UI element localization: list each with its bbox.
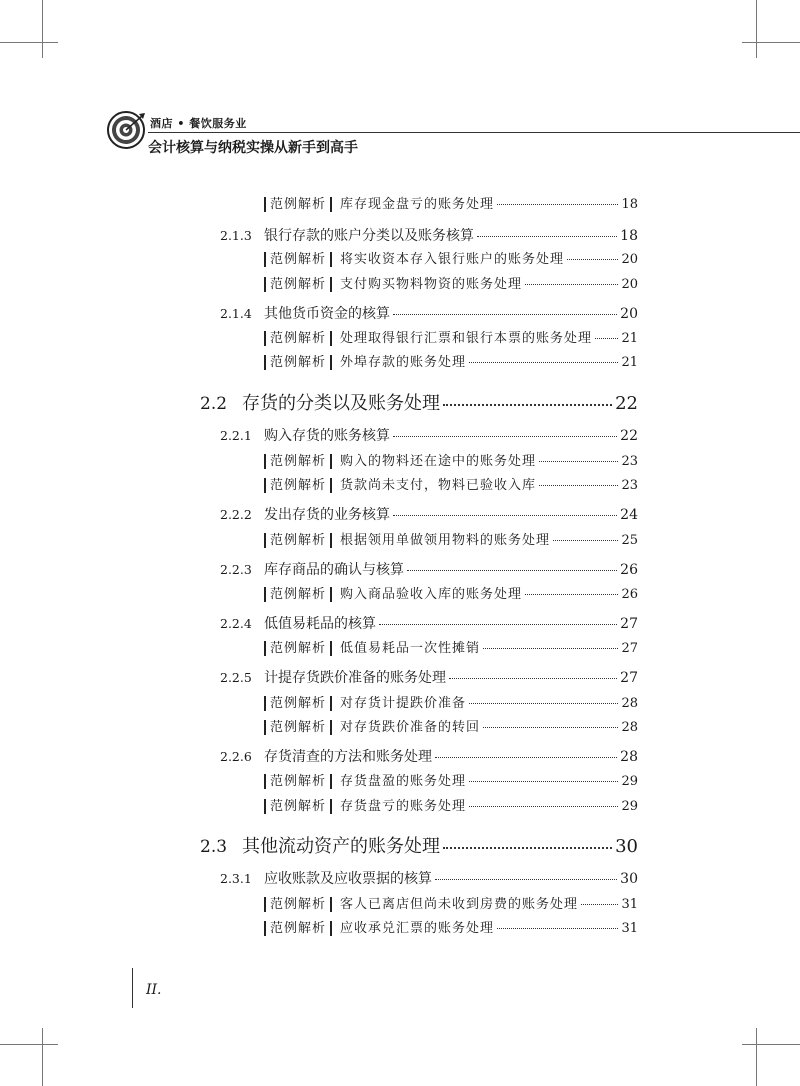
toc-entry-title: 存货的分类以及账务处理 [242,393,440,414]
toc-entry-number: 2.2.6 [220,749,252,764]
dot-leader [567,259,618,260]
dot-leader [435,757,617,758]
toc-example-entry[interactable] [264,474,638,496]
dot-leader [595,338,618,339]
dot-leader [539,461,618,462]
toc-entry-title: 低值易耗品的核算 [264,616,376,632]
dot-leader [469,806,618,807]
dot-leader [497,204,618,205]
toc-page-number: 29 [621,774,638,789]
toc-page-number: 27 [621,641,638,656]
toc-entry-title: 其他流动资产的账务处理 [242,836,440,857]
toc-subsection-entry[interactable] [220,613,638,635]
crop-mark [42,0,43,58]
toc-entry-number: 2.1.3 [220,228,252,243]
target-logo-icon [106,110,146,150]
toc-entry-number: 2.2.3 [220,562,252,577]
crop-mark [42,1028,43,1086]
toc-entry-number: 2.1.4 [220,306,252,321]
toc-page-number: 26 [620,562,638,578]
toc-example-entry[interactable] [264,450,638,472]
dot-leader [483,648,618,649]
dot-leader [393,314,617,315]
toc-subsection-entry[interactable] [220,225,638,247]
toc-entry-title: 将实收资本存入银行账户的账务处理 [340,252,565,267]
toc-entry-number: 2.2 [200,394,228,414]
toc-page-number: 28 [621,720,638,735]
dot-leader [443,404,612,406]
toc-entry-title: 银行存款的账户分类以及账务核算 [264,228,474,244]
toc-example-entry[interactable] [264,327,638,349]
example-tag: 范例解析 [264,720,332,735]
series-title: 酒店 • 餐饮服务业 [150,117,247,130]
toc-entry-title: 货款尚未支付，物料已验收入库 [340,478,537,493]
book-title: 会计核算与纳税实操从新手到高手 [148,140,358,156]
toc-entry-title: 库存商品的确认与核算 [264,562,404,578]
dot-leader [393,515,617,516]
crop-mark [0,42,58,43]
example-tag: 范例解析 [264,696,332,711]
toc-entry-number: 2.2.4 [220,616,252,631]
toc-example-entry[interactable] [264,193,638,215]
toc-example-entry[interactable] [264,795,638,817]
toc-entry-title: 对存货计提跌价准备 [340,696,467,711]
dot-leader [497,928,618,929]
toc-entry-title: 购入的物料还在途中的账务处理 [340,454,537,469]
toc-example-entry[interactable] [264,917,638,939]
toc-page-number: 26 [621,587,638,602]
toc-entry-title: 根据领用单做领用物料的账务处理 [340,533,551,548]
toc-page-number: 22 [615,393,638,414]
toc-page-number: 23 [621,454,638,469]
example-tag: 范例解析 [264,478,332,493]
toc-example-entry[interactable] [264,716,638,738]
dot-leader [477,236,617,237]
toc-example-entry[interactable] [264,583,638,605]
toc-page-number: 24 [620,507,638,523]
toc-entry-title: 对存货跌价准备的转回 [340,720,481,735]
example-tag: 范例解析 [264,897,332,912]
toc-page-number: 18 [621,197,638,212]
toc-example-entry[interactable] [264,529,638,551]
dot-leader [581,904,618,905]
toc-page-number: 21 [621,355,638,370]
toc-subsection-entry[interactable] [220,559,638,581]
example-tag: 范例解析 [264,355,332,370]
toc-entry-title: 应收账款及应收票据的核算 [264,871,432,887]
crop-mark [756,0,757,58]
crop-mark [742,42,800,43]
toc-page-number: 20 [621,277,638,292]
example-tag: 范例解析 [264,533,332,548]
example-tag: 范例解析 [264,197,332,212]
example-tag: 范例解析 [264,252,332,267]
dot-leader [525,594,618,595]
toc-page-number: 20 [620,306,638,322]
toc-subsection-entry[interactable] [220,746,638,768]
example-tag: 范例解析 [264,921,332,936]
toc-entry-title: 客人已离店但尚未收到房费的账务处理 [340,897,579,912]
toc-entry-title: 支付购买物料物资的账务处理 [340,277,523,292]
dot-leader [379,624,617,625]
toc-page-number: 27 [620,670,638,686]
dot-leader [539,485,618,486]
toc-page-number: 23 [621,478,638,493]
toc-entry-title: 低值易耗品一次性摊销 [340,641,481,656]
toc-entry-number: 2.2.1 [220,428,252,443]
example-tag: 范例解析 [264,277,332,292]
dot-leader [407,570,617,571]
dot-leader [393,436,617,437]
toc-subsection-entry[interactable] [220,504,638,526]
toc-page-number: 30 [620,871,638,887]
toc-entry-title: 存货盘亏的账务处理 [340,799,467,814]
toc-subsection-entry[interactable] [220,667,638,689]
toc-entry-title: 购入商品验收入库的账务处理 [340,587,523,602]
toc-page-number: 18 [620,228,638,244]
page-number-rule [132,968,133,1008]
toc-entry-number: 2.2.2 [220,507,252,522]
dot-leader [469,362,618,363]
toc-page-number: 21 [621,331,638,346]
dot-leader [553,540,618,541]
toc-example-entry[interactable] [264,692,638,714]
toc-entry-title: 存货清查的方法和账务处理 [264,749,432,765]
toc-page-number: 28 [620,749,638,765]
toc-page-number: 30 [615,836,638,857]
dot-leader [483,727,618,728]
toc-entry-title: 应收承兑汇票的账务处理 [340,921,495,936]
toc-example-entry[interactable] [264,893,638,915]
crop-mark [756,1028,757,1086]
toc-page-number: 31 [621,897,638,912]
toc-entry-title: 外埠存款的账务处理 [340,355,467,370]
toc-example-entry[interactable] [264,248,638,270]
toc-example-entry[interactable] [264,351,638,373]
example-tag: 范例解析 [264,331,332,346]
toc-entry-title: 库存现金盘亏的账务处理 [340,197,495,212]
crop-mark [0,1044,58,1045]
dot-leader [469,781,618,782]
toc-example-entry[interactable] [264,273,638,295]
toc-entry-title: 处理取得银行汇票和银行本票的账务处理 [340,331,593,346]
toc-page-number: 31 [621,921,638,936]
toc-page-number: 22 [620,428,638,444]
dot-leader [525,284,618,285]
example-tag: 范例解析 [264,641,332,656]
toc-entry-title: 购入存货的账务核算 [264,428,390,444]
toc-entry-title: 发出存货的业务核算 [264,507,390,523]
toc-entry-title: 存货盘盈的账务处理 [340,774,467,789]
example-tag: 范例解析 [264,587,332,602]
page-number: II. [146,982,162,998]
toc-section-entry[interactable] [200,389,638,417]
toc-subsection-entry[interactable] [220,303,638,325]
dot-leader [469,703,618,704]
crop-mark [742,1044,800,1045]
toc-subsection-entry[interactable] [220,425,638,447]
toc-entry-number: 2.3.1 [220,871,252,886]
running-header [106,110,800,160]
toc-entry-number: 2.2.5 [220,670,252,685]
toc-page-number: 25 [621,533,638,548]
toc-section-entry[interactable] [200,832,638,860]
toc-page-number: 27 [620,616,638,632]
toc-page-number: 29 [621,799,638,814]
dot-leader [435,879,617,880]
toc-subsection-entry[interactable] [220,868,638,890]
dot-leader [443,847,612,849]
toc-example-entry[interactable] [264,637,638,659]
toc-page-number: 28 [621,696,638,711]
header-rule [148,132,800,133]
toc-example-entry[interactable] [264,770,638,792]
dot-leader [449,678,617,679]
toc-entry-title: 其他货币资金的核算 [264,306,390,322]
example-tag: 范例解析 [264,454,332,469]
example-tag: 范例解析 [264,799,332,814]
example-tag: 范例解析 [264,774,332,789]
toc-entry-number: 2.3 [200,837,228,857]
toc-entry-title: 计提存货跌价准备的账务处理 [264,670,446,686]
toc-page-number: 20 [621,252,638,267]
